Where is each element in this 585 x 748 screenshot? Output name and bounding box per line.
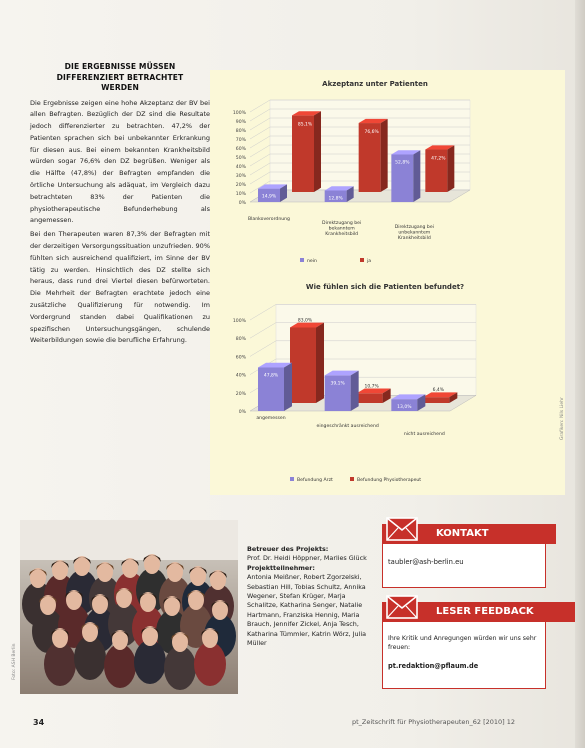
journal-footer: pt_Zeitschrift für Physiotherapeuten_62 [2010] 12 [352,718,516,726]
chart-title: Wie fühlen sich die Patienten befundet? [305,283,465,291]
project-info [247,545,377,648]
data-label: 85,1% [297,122,313,128]
article-body [30,98,210,348]
chart-credit: Grafiken: Nils Liehr [560,397,565,440]
article-paragraph: Die Ergebnisse zeigen eine hohe Akzeptanz der BV bei allen Befragten. Bezüglich der DZ sind die Resultate jedoch differenzierter zu betrachten. 47,2% der Patienten sprachen sich bei unbekannter Erkrankung für diesen aus. Bei einem bekannten Krankheitsbild würden sogar 76,6% den DZ begrüßen. Weniger als die Hälfte (47,8%) der Befragten empfanden die örtliche Untersuchung als adäquat, im Vergleich dazu betrachteten 83% der Patienten die physiotherapeutische Befunderhebung als angemessen. [30,98,210,225]
legend-entry: nein [307,259,317,264]
bar-befundung-arzt [258,363,292,411]
gridline-diag [250,100,270,112]
gridline-diag [250,172,270,184]
y-tick-label: 0% [238,201,246,206]
legend-swatch [350,477,354,481]
person-body [104,644,136,688]
data-label: 39,1% [330,381,345,387]
supervisors-names: Prof. Dr. Heidi Höppner, Marlies Glück [247,554,367,563]
gridline-diag [250,304,276,320]
bar-befundung-physiotherapeut-front [423,397,449,403]
y-tick-label: 30% [235,174,246,179]
page-number: 34 [33,718,45,727]
legend-swatch [290,477,294,481]
y-tick-label: 80% [235,129,246,134]
legend-entry: ja [367,259,372,264]
gridline-diag [250,109,270,121]
person-body [44,642,76,686]
bar-nein [391,150,420,202]
chart-befundung [210,275,565,490]
heading-line: WERDEN [101,83,139,92]
bar-nein-side [413,150,420,202]
gridline-diag [250,136,270,148]
bar-ja-side [381,119,388,192]
feedback-email[interactable]: pt.redaktion@pflaum.de [388,662,479,670]
chart-title: Akzeptanz unter Patienten [322,80,428,88]
person-body [74,636,106,680]
page-fold [575,0,585,748]
participants-names: Antonia Meißner, Robert Zgorzelski, Sebastian Hill, Tobias Schultz, Annika Wegener, Stefan Krüger, Marja Schalitze, Katharina Senger, Natalie Hartmann, Franziska Hennig, Maria Brauch, Jennifer Zickel, Anja Tesch, Katharina Tümmler, Katrin Wörz, Julia Müller [247,573,367,648]
participants-label: Projektteilnehmer: [247,563,315,572]
photo-credit: Foto: ASH Berlin [12,643,17,680]
legend-swatch [360,258,364,262]
article-paragraph: Bei den Therapeuten waren 87,3% der Befragten mit der derzeitigen Versorgungssituation unzufrieden. 90% fühlten sich ausreichend qualifiziert, im Sinne der BV tätig zu werden. Hinsichtlich des DZ stellte sich heraus, dass rund drei Viertel diesen befürworteten. Die Mehrheit der Befragten erachtete jedoch eine zusätzliche Qualifizierung für notwendig. Im Vordergrund standen dabei Qualifikationen zu spezifischen Untersuchungsgängen, schulende Weiterbildungen sowie die berufliche Erfahrung. [30,230,210,345]
bar-ja-side [447,145,454,192]
bar-befundung-arzt [325,371,359,411]
legend-entry: Befundung Physiotherapeut [357,478,422,483]
legend-entry: Befundung Arzt [297,478,333,483]
y-tick-label: 90% [235,120,246,125]
data-label: 52,8% [395,160,410,166]
y-tick-label: 100% [232,319,246,324]
feedback-text: Ihre Kritik und Anregungen würden wir uns sehr freuen: [388,635,537,651]
y-tick-label: 50% [235,156,246,161]
feedback-tag: LESER FEEDBACK [382,602,581,622]
gridline-diag [250,323,276,339]
legend-swatch [300,258,304,262]
article-column [30,62,210,349]
group-photo [20,520,238,694]
gridline-diag [250,145,270,157]
data-label: 47,2% [431,156,446,162]
supervisors-label: Betreuer des Projekts: [247,545,329,553]
heading-line: DIE ERGEBNISSE MÜSSEN [64,62,176,71]
y-tick-label: 20% [235,183,246,188]
data-label: 13,0% [397,405,412,411]
gridline-diag [250,154,270,166]
bar-befundung-physiotherapeut [357,388,391,403]
y-tick-label: 20% [235,391,246,397]
gridline-diag [250,341,276,357]
kontakt-tag: KONTAKT [382,524,556,544]
y-tick-label: 70% [235,138,246,143]
person-body [194,642,226,686]
bar-befundung-arzt-side [351,371,359,411]
data-label: 47,8% [263,373,279,379]
x-tick-label: angemessen [256,416,286,421]
gridline-diag [250,127,270,139]
group-photo-image [20,520,238,694]
bar-befundung-arzt-side [284,363,292,411]
kontakt-email[interactable]: taubler@ash-berlin.eu [388,558,464,566]
x-tick-label: nicht ausreichend [403,432,445,437]
chart-akzeptanz [210,70,565,270]
data-label: 76,6% [364,130,379,136]
data-label: 12,8% [328,196,343,202]
x-tick-label: Blankoverordnung [248,217,290,222]
bar-befundung-physiotherapeut-front [357,393,383,403]
data-label: 10,7% [364,384,379,390]
x-tick-label: Direktzugang bei bekanntem Krankheitsbild [322,221,362,237]
gridline-diag [250,163,270,175]
y-tick-label: 100% [232,111,246,116]
article-heading [30,62,210,94]
data-label: 14,9% [261,194,277,200]
y-tick-label: 0% [238,410,246,415]
chart-panel [210,70,565,495]
person-body [134,640,166,684]
bar-befundung-physiotherapeut-side [316,323,324,403]
person-body [164,646,196,690]
x-tick-label: Direktzugang bei unbekanntem Krankheitsbild [394,225,434,241]
y-tick-label: 60% [235,147,246,152]
envelope-icon [386,593,418,621]
gridline-diag [250,118,270,130]
x-tick-label: eingeschränkt ausreichend [316,424,379,429]
y-tick-label: 40% [235,165,246,170]
data-label: 6,4% [432,388,445,394]
bar-befundung-physiotherapeut-front [290,327,316,403]
data-label: 83,0% [297,318,313,324]
bar-ja-side [314,111,321,192]
bar-befundung-physiotherapeut [290,323,324,403]
heading-line: DIFFERENZIERT BETRACHTET [56,72,184,82]
y-tick-label: 10% [235,192,246,197]
y-tick-label: 60% [235,355,246,361]
y-tick-label: 40% [235,373,246,379]
envelope-icon [386,515,418,543]
bar-ja [425,145,454,192]
y-tick-label: 80% [235,337,246,343]
